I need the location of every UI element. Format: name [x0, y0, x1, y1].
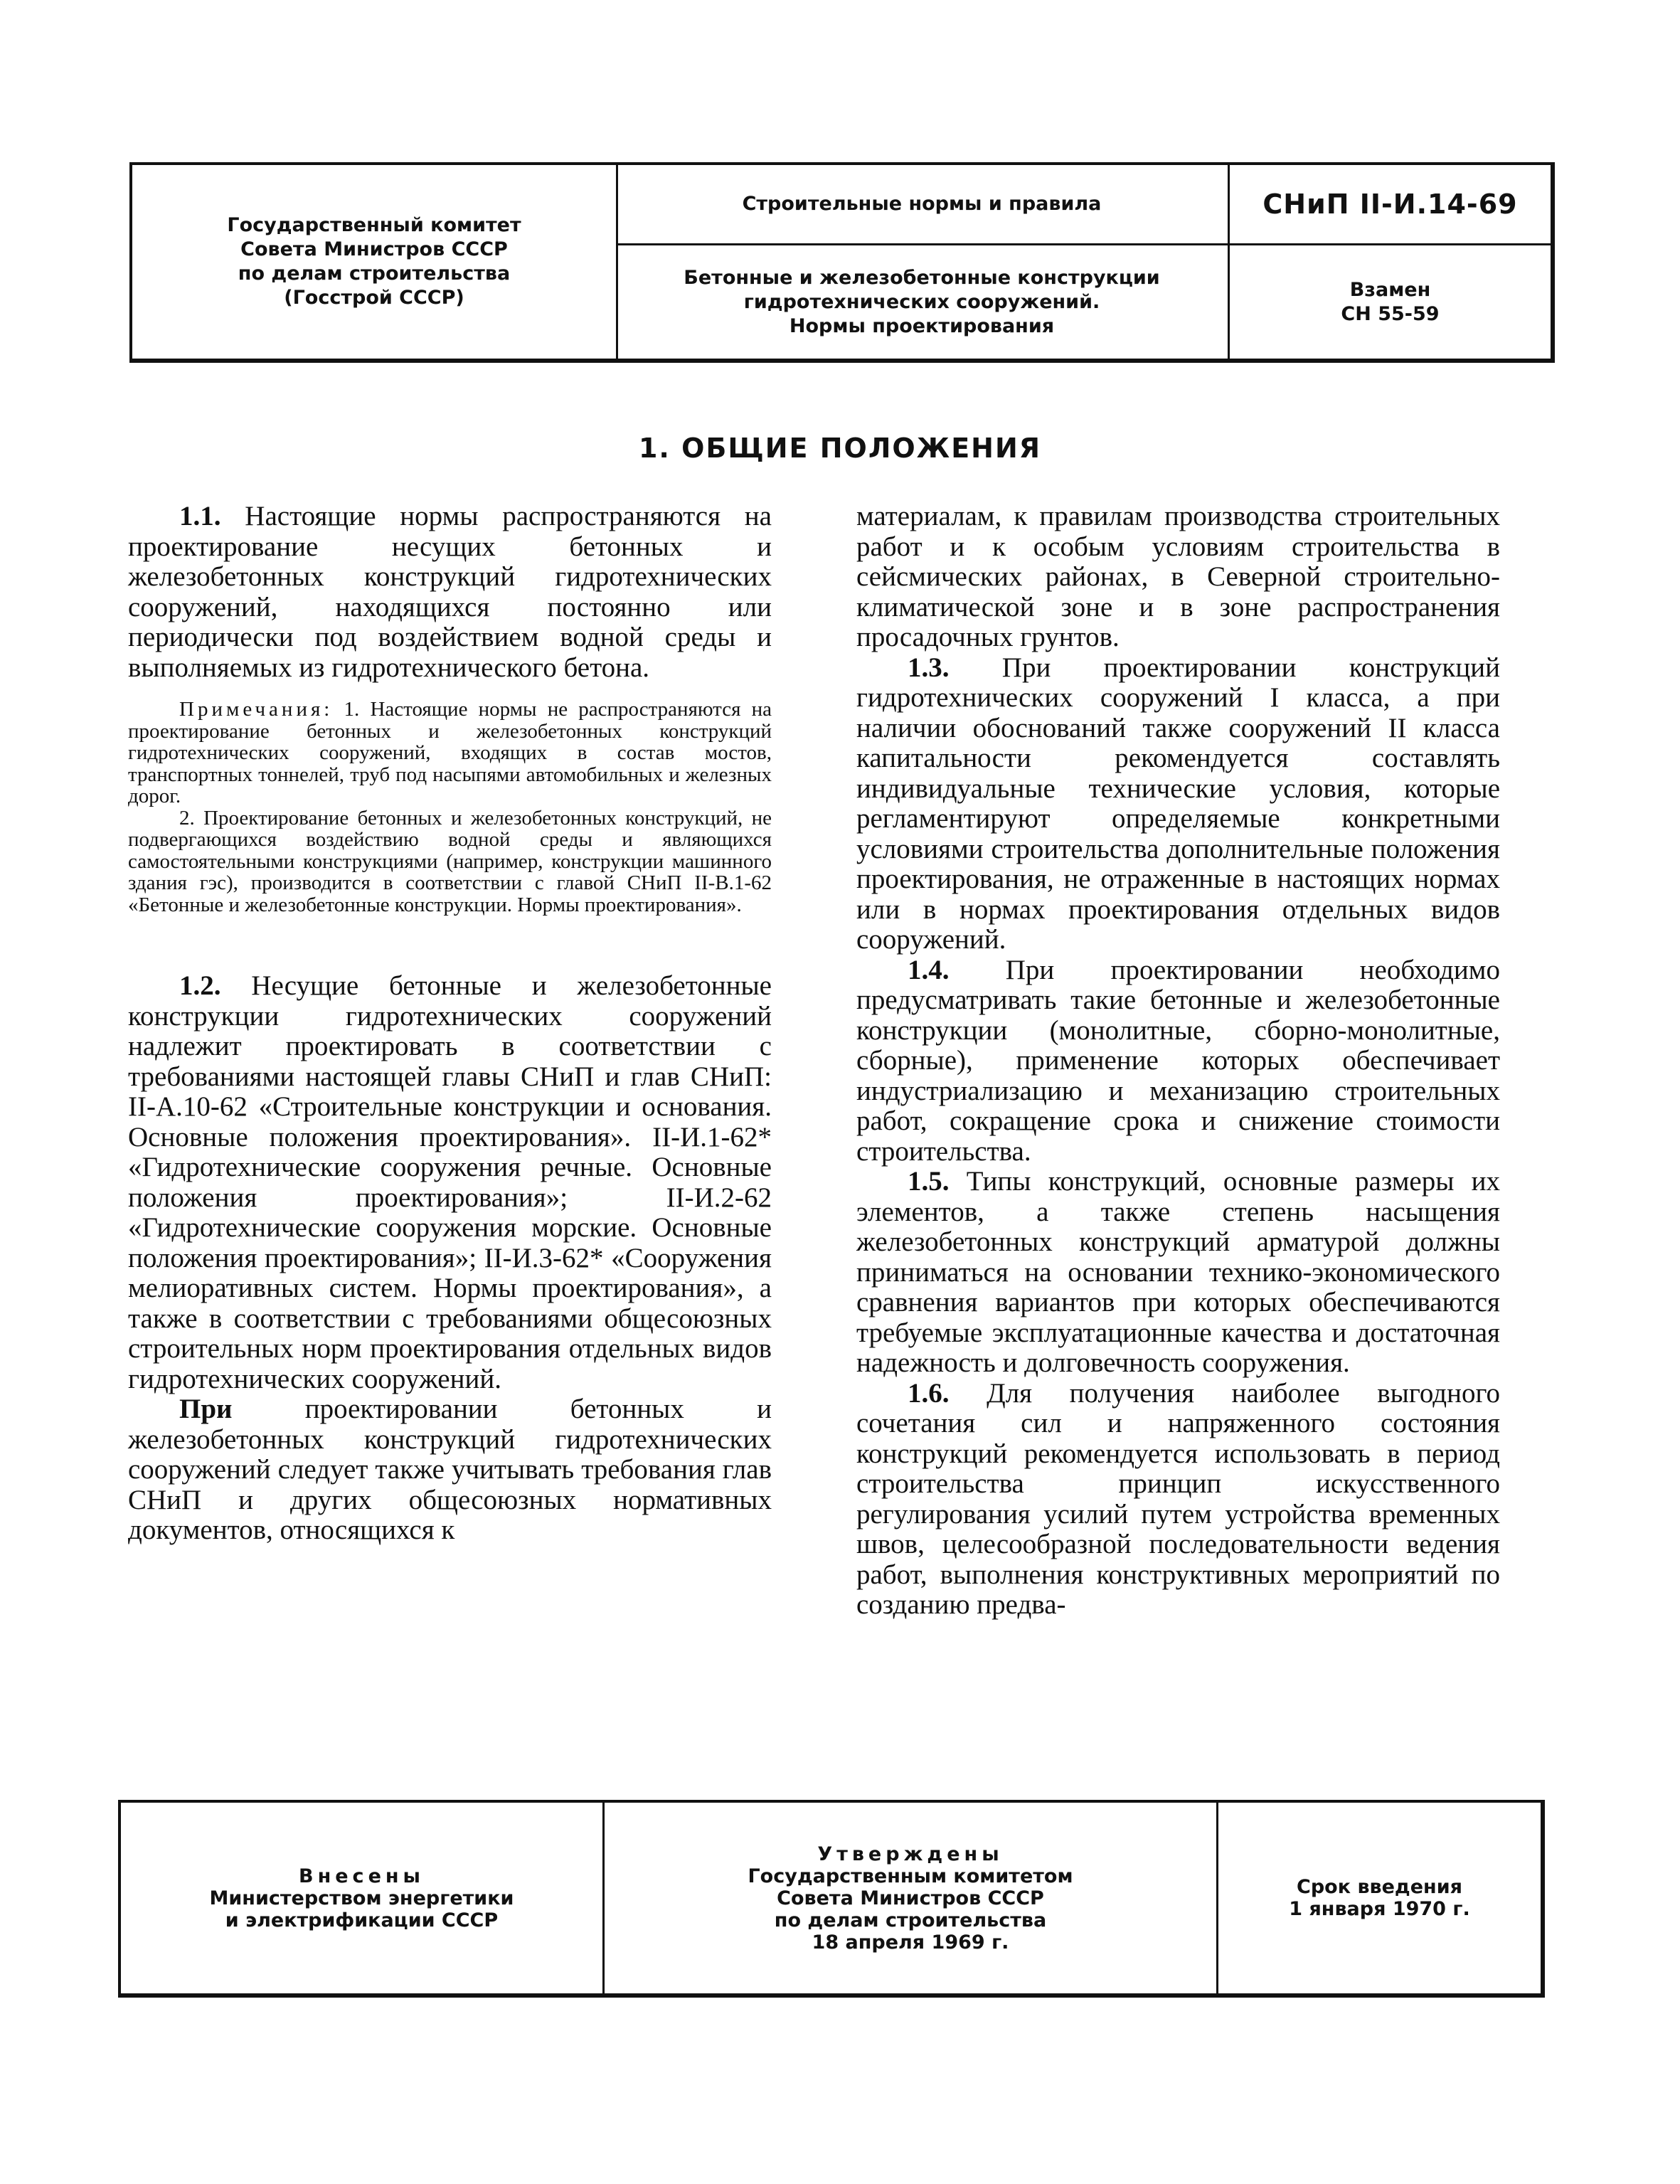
- paragraph-1-6: 1.6. Для получения наиболее выгодного сочетания сил и напряженного состояния конструкций рекомендуется использовать в период строительства принцип искусственного регулирования усилий путем устройства временных швов, целесообразной последовательности ведения работ, выполнения конструктивных мероприятий по созданию предва-: [856, 1377, 1500, 1620]
- introduced-by: Министерством энергетики и электрификации СССР: [209, 1887, 514, 1931]
- document-code: СНиП II-И.14-69: [1262, 189, 1518, 220]
- footer-table: [118, 1800, 1545, 1998]
- paragraph-number: 1.3.: [908, 652, 950, 683]
- note-2: 2. Проектирование бетонных и железобетонных конструкций, не подвергающихся воздействию водной среды и являющихся самостоятельными конструкциями (например, конструкции машинного здания гэс), производится в соответствии с главой СНиП II-В.1-62 «Бетонные и железобетонные конструкции. Нормы проектирования».: [128, 806, 772, 916]
- note-1: Примечания: 1. Настоящие нормы не распространяются на проектирование бетонных и железобетонных конструкций гидротехнических сооружений, входящих в состав мостов, транспортных тоннелей, труб под насыпями автомобильных и железных дорог.: [128, 698, 772, 807]
- paragraph-1-5: 1.5. Типы конструкций, основные размеры их элементов, а также степень насыщения железобетонных конструкций арматурой должны приниматься на основании технико-экономического сравнения вариантов при которых обеспечиваются требуемые эксплуатационные качества и достаточная надежность и долговечность сооружения.: [856, 1166, 1500, 1378]
- series-name: Строительные нормы и правила: [742, 193, 1102, 215]
- effective-date: Срок введения 1 января 1970 г.: [1289, 1876, 1470, 1920]
- approved-label: Утверждены: [817, 1843, 1004, 1865]
- paragraph-continuation: материалам, к правилам производства строительных работ и к особым условиям строительства в сейсмических районах, в Северной строительно-климатической зоне и в зоне распространения просадочных грунтов.: [856, 501, 1500, 652]
- paragraph-number: 1.1.: [179, 501, 221, 531]
- paragraph-1-2: 1.2. Несущие бетонные и железобетонные конструкции гидротехнических сооружений надлежит проектировать в соответствии с требованиями настоящей главы СНиП и глав СНиП: II-А.10-62 «Строительные конструкции и основания. Основные положения проектирования». II-И.1-62* «Гидротехнические сооружения речные. Основные положения проектирования»; II-И.2-62 «Гидротехнические сооружения морские. Основные положения проектирования»; II-И.3-62* «Сооружения мелиоративных систем. Нормы проектирования», а также в соответствии с требованиями общесоюзных строительных норм проектирования отдельных видов гидротехнических сооружений.: [128, 970, 772, 1394]
- section-title: 1. ОБЩИЕ ПОЛОЖЕНИЯ: [638, 433, 1042, 464]
- paragraph-1-1: 1.1. Настоящие нормы распространяются на проектирование несущих бетонных и железобетонных конструкций гидротехнических сооружений, находящихся постоянно или периодически под воздействием водной среды и выполняемых из гидротехнического бетона.: [128, 501, 772, 683]
- document-title: Бетонные и железобетонные конструкции гидротехнических сооружений. Нормы проектирования: [684, 266, 1160, 337]
- left-column: [128, 502, 772, 1546]
- paragraph-1-4: 1.4. При проектировании необходимо предусматривать такие бетонные и железобетонные конструкции (монолитные, сборно-монолитные, сборные), применение которых обеспечивает индустриализацию и механизацию строительных работ, сокращение срока и снижение стоимости строительства.: [856, 954, 1500, 1167]
- header-title-cell: [616, 165, 1230, 359]
- paragraph-number: 1.6.: [908, 1377, 950, 1409]
- paragraph-number: 1.4.: [908, 954, 950, 985]
- footer-introduced-cell: [121, 1803, 605, 1993]
- header-agency-cell: [132, 165, 618, 359]
- agency-name: Государственный комитет Совета Министров СССР по делам строительства (Госстрой СССР): [227, 214, 521, 309]
- notes-label: Примечания:: [179, 698, 334, 721]
- paragraph-1-2-continued: При проектировании бетонных и железобетонных конструкций гидротехнических сооружений следует также учитывать требования глав СНиП и других общесоюзных нормативных документов, относящихся к: [128, 1394, 772, 1545]
- introduced-label: Внесены: [299, 1865, 425, 1887]
- approved-by: Государственным комитетом Совета Министров СССР по делам строительства 18 апреля 1969 г.: [748, 1865, 1073, 1954]
- header-table: [129, 162, 1555, 363]
- footer-approved-cell: [605, 1803, 1218, 1993]
- paragraph-number: 1.2.: [179, 970, 221, 1001]
- paragraph-1-3: 1.3. При проектировании конструкций гидротехнических сооружений I класса, а при наличии обоснований также сооружений II класса капитальности рекомендуется составлять индивидуальные технические условия, которые регламентируют определяемые конкретными условиями строительства дополнительные положения проектирования, не отраженные в настоящих нормах или в нормах проектирования отдельных видов сооружений.: [856, 652, 1500, 955]
- header-code-cell: [1230, 165, 1551, 359]
- footer-effective-cell: [1218, 1803, 1541, 1993]
- paragraph-number: 1.5.: [908, 1166, 950, 1197]
- right-column: [856, 502, 1500, 1621]
- replaces-note: Взамен СН 55-59: [1341, 278, 1440, 325]
